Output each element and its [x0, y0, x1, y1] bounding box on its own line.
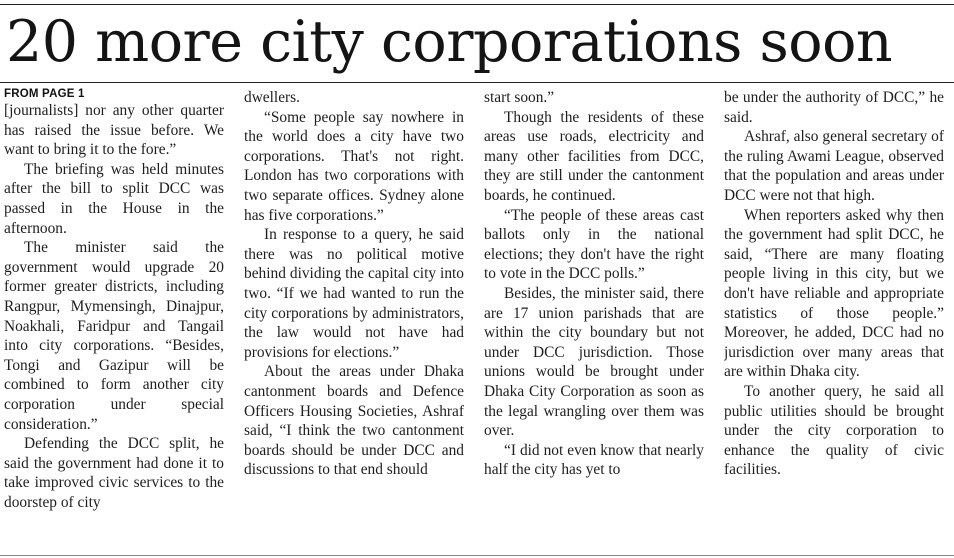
- paragraph: When reporters asked why then the government had split DCC, he said, “There are many floating people living in this city, but we don't have reliable and appropriate statistics of those people.” Moreover, he added, DCC had no jurisdiction over many areas that are within Dhaka city.: [724, 206, 944, 381]
- headline-rule: [0, 82, 954, 83]
- paragraph: To another query, he said all public utilities should be brought under the city corporation to enhance the quality of civic facilities.: [724, 382, 944, 479]
- paragraph: The briefing was held minutes after the bill to split DCC was passed in the House in the afternoon.: [4, 160, 224, 237]
- paragraph: dwellers.: [244, 89, 300, 106]
- paragraph: “Some people say nowhere in the world does a city have two corporations. That's not right. London has two corporations with two separate offices. Sydney alone has five corporations.”: [244, 108, 464, 224]
- paragraph: Besides, the minister said, there are 17 union parishads that are within the city boundary but not under DCC jurisdiction. Those unions would be brought under Dhaka City Corporation as soon as the legal wrangling over them was over.: [484, 284, 704, 440]
- paragraph: About the areas under Dhaka cantonment boards and Defence Officers Housing Societies, Ashraf said, “I think the two cantonment boards should be under DCC and discussions to that end should: [244, 363, 464, 479]
- paragraph: In response to a query, he said there was no political motive behind dividing the capital city into two. “If we had wanted to run the city corporations by administrators, the law would not have had provisions for elections.”: [244, 226, 464, 361]
- column-1: [4, 88, 224, 550]
- bottom-rule: [0, 555, 954, 556]
- paragraph: “The people of these areas cast ballots only in the national elections; they don't have the right to vote in the DCC polls.”: [484, 206, 704, 283]
- paragraph: Defending the DCC split, he said the government had done it to take improved civic services to the doorstep of city: [4, 435, 224, 511]
- kicker-label: FROM PAGE 1: [4, 88, 85, 100]
- paragraph: The minister said the government would upgrade 20 former greater districts, including Rangpur, Mymensingh, Dinajpur, Noakhali, Faridpur and Tangail into city corporations. “Besides, Tongi and Gazipur will be combined to form another city corporation under special consideration.”: [4, 239, 224, 433]
- top-rule: [0, 4, 954, 5]
- column-4: [724, 88, 944, 550]
- paragraph: [journalists] nor any other quarter has raised the issue before. We want to bring it to the fore.”: [4, 102, 224, 159]
- column-3: [484, 88, 704, 550]
- paragraph: start soon.”: [484, 89, 555, 106]
- paragraph: Though the residents of these areas use roads, electricity and many other facilities from DCC, they are still under the cantonment boards, he continued.: [484, 108, 704, 204]
- headline: 20 more city corporations soon: [6, 9, 893, 75]
- paragraph: Ashraf, also general secretary of the ruling Awami League, observed that the population and areas under DCC were not that high.: [724, 128, 944, 204]
- column-2: [244, 88, 464, 550]
- paragraph: “I did not even know that nearly half the city has yet to: [484, 441, 704, 479]
- paragraph: be under the authority of DCC,” he said.: [724, 89, 944, 126]
